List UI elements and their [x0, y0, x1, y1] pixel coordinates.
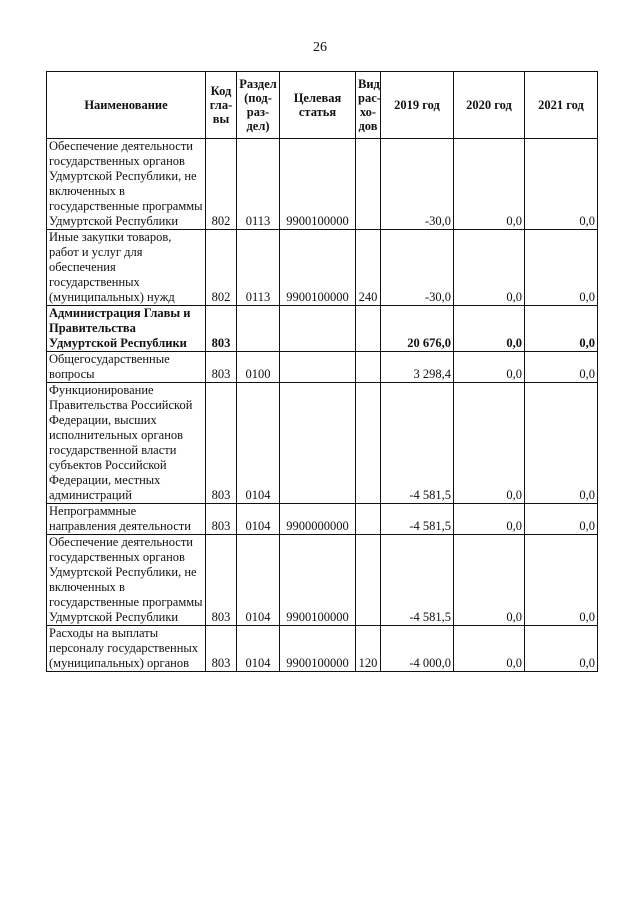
row-name: Общегосударственные вопросы	[47, 352, 206, 383]
row-2019-value: -4 581,5	[381, 504, 454, 535]
row-2020-value: 0,0	[454, 352, 525, 383]
page-number: 26	[313, 40, 327, 55]
row-section: 0104	[237, 626, 280, 672]
table-row	[47, 504, 598, 535]
row-chapter-code: 803	[206, 626, 237, 672]
row-2021-value: 0,0	[525, 139, 598, 230]
row-section: 0113	[237, 230, 280, 306]
row-expense-type	[356, 306, 381, 352]
row-2019-value: -4 581,5	[381, 535, 454, 626]
row-2021-value: 0,0	[525, 535, 598, 626]
row-section: 0113	[237, 139, 280, 230]
table-row	[47, 352, 598, 383]
row-name: Функционирование Правительства Российской Федерации, высших исполнительных органов государственной власти субъектов Российской Федерации, местных администраций	[47, 383, 206, 504]
header-target-article: Целевая статья	[280, 72, 356, 139]
row-target-article	[280, 352, 356, 383]
row-2021-value: 0,0	[525, 626, 598, 672]
budget-table	[46, 71, 598, 672]
row-chapter-code: 803	[206, 504, 237, 535]
row-2020-value: 0,0	[454, 504, 525, 535]
row-2021-value: 0,0	[525, 352, 598, 383]
header-chapter-code: Код гла- вы	[206, 72, 237, 139]
row-section: 0104	[237, 504, 280, 535]
row-target-article: 9900100000	[280, 139, 356, 230]
row-chapter-code: 803	[206, 306, 237, 352]
header-section: Раздел (под- раз- дел)	[237, 72, 280, 139]
row-2021-value: 0,0	[525, 306, 598, 352]
row-2020-value: 0,0	[454, 139, 525, 230]
row-expense-type: 240	[356, 230, 381, 306]
row-target-article: 9900100000	[280, 535, 356, 626]
table-row	[47, 139, 598, 230]
row-2019-value: -4 000,0	[381, 626, 454, 672]
row-expense-type	[356, 352, 381, 383]
header-expense-type: Вид рас- хо- дов	[356, 72, 381, 139]
table-body	[47, 139, 598, 672]
row-chapter-code: 802	[206, 230, 237, 306]
table-row	[47, 626, 598, 672]
row-chapter-code: 803	[206, 383, 237, 504]
row-2020-value: 0,0	[454, 626, 525, 672]
row-2021-value: 0,0	[525, 383, 598, 504]
header-2021: 2021 год	[525, 72, 598, 139]
row-expense-type	[356, 535, 381, 626]
row-target-article	[280, 306, 356, 352]
row-2019-value: 3 298,4	[381, 352, 454, 383]
header-2020: 2020 год	[454, 72, 525, 139]
header-2019: 2019 год	[381, 72, 454, 139]
row-name: Расходы на выплаты персоналу государственных (муниципальных) органов	[47, 626, 206, 672]
row-2020-value: 0,0	[454, 230, 525, 306]
row-section: 0104	[237, 535, 280, 626]
row-target-article: 9900100000	[280, 230, 356, 306]
table-row	[47, 383, 598, 504]
row-expense-type	[356, 139, 381, 230]
row-name: Иные закупки товаров, работ и услуг для обеспечения государственных (муниципальных) нужд	[47, 230, 206, 306]
row-expense-type	[356, 504, 381, 535]
row-chapter-code: 803	[206, 352, 237, 383]
row-2020-value: 0,0	[454, 535, 525, 626]
row-2020-value: 0,0	[454, 306, 525, 352]
header-name: Наименование	[47, 72, 206, 139]
row-expense-type	[356, 383, 381, 504]
row-2019-value: -30,0	[381, 139, 454, 230]
row-chapter-code: 802	[206, 139, 237, 230]
row-name: Администрация Главы и Правительства Удмуртской Республики	[47, 306, 206, 352]
row-name: Непрограммные направления деятельности	[47, 504, 206, 535]
row-expense-type: 120	[356, 626, 381, 672]
table-row	[47, 535, 598, 626]
table-row	[47, 306, 598, 352]
row-section	[237, 306, 280, 352]
row-target-article: 9900000000	[280, 504, 356, 535]
row-target-article: 9900100000	[280, 626, 356, 672]
row-2021-value: 0,0	[525, 230, 598, 306]
row-name: Обеспечение деятельности государственных органов Удмуртской Республики, не включенных в государственные программы Удмуртской Республики	[47, 535, 206, 626]
table-row	[47, 230, 598, 306]
row-section: 0100	[237, 352, 280, 383]
row-target-article	[280, 383, 356, 504]
row-2019-value: -30,0	[381, 230, 454, 306]
row-chapter-code: 803	[206, 535, 237, 626]
header-row	[47, 72, 598, 139]
row-section: 0104	[237, 383, 280, 504]
row-name: Обеспечение деятельности государственных органов Удмуртской Республики, не включенных в государственные программы Удмуртской Республики	[47, 139, 206, 230]
row-2021-value: 0,0	[525, 504, 598, 535]
row-2020-value: 0,0	[454, 383, 525, 504]
row-2019-value: 20 676,0	[381, 306, 454, 352]
row-2019-value: -4 581,5	[381, 383, 454, 504]
